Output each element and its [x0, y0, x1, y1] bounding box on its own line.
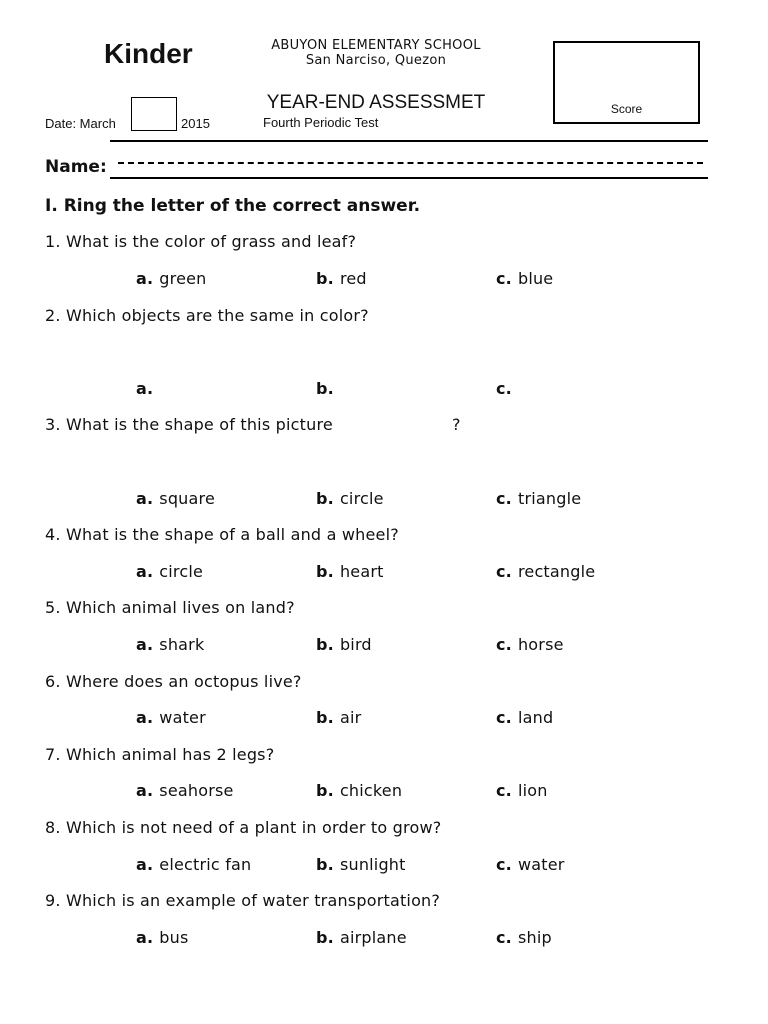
option-5b[interactable]	[316, 635, 372, 654]
option-text: heart	[339, 562, 384, 581]
option-1a[interactable]	[136, 269, 207, 288]
option-text: land	[517, 708, 554, 727]
option-letter: b.	[316, 562, 334, 581]
option-text: lion	[517, 781, 548, 800]
option-8a[interactable]	[136, 855, 251, 874]
option-letter: b.	[316, 489, 334, 508]
option-3b[interactable]	[316, 489, 384, 508]
school-name: ABUYON ELEMENTARY SCHOOL	[271, 38, 481, 53]
option-text: square	[159, 489, 215, 508]
option-2c[interactable]	[496, 379, 518, 398]
option-letter: a.	[136, 781, 154, 800]
option-text: ship	[517, 928, 552, 947]
option-letter: c.	[496, 269, 512, 288]
option-letter: a.	[136, 708, 154, 727]
question-3-suffix: ?	[452, 415, 461, 434]
question-2: 2. Which objects are the same in color?	[45, 306, 369, 325]
option-4b[interactable]	[316, 562, 384, 581]
option-text: horse	[517, 635, 564, 654]
divider-top	[110, 140, 708, 142]
question-6: 6. Where does an octopus live?	[45, 672, 302, 691]
school-block	[240, 38, 512, 68]
option-text: water	[517, 855, 565, 874]
option-9c[interactable]	[496, 928, 552, 947]
option-text: electric fan	[159, 855, 252, 874]
question-9: 9. Which is an example of water transportation?	[45, 891, 441, 910]
option-text: blue	[517, 269, 554, 288]
option-letter: b.	[316, 635, 334, 654]
option-letter: c.	[496, 928, 512, 947]
question-4: 4. What is the shape of a ball and a wheel?	[45, 525, 399, 544]
option-text: seahorse	[159, 781, 234, 800]
option-letter: b.	[316, 708, 334, 727]
option-4a[interactable]	[136, 562, 203, 581]
option-letter: b.	[316, 379, 334, 398]
option-text: air	[339, 708, 362, 727]
option-letter: a.	[136, 562, 154, 581]
option-letter: a.	[136, 928, 154, 947]
option-9a[interactable]	[136, 928, 189, 947]
option-6b[interactable]	[316, 708, 361, 727]
question-5: 5. Which animal lives on land?	[45, 598, 295, 617]
divider-bottom	[110, 177, 708, 179]
option-7c[interactable]	[496, 781, 548, 800]
date-label: Date: March	[45, 116, 116, 131]
school-location: San Narciso, Quezon	[305, 53, 447, 68]
option-text: rectangle	[517, 562, 596, 581]
option-6c[interactable]	[496, 708, 553, 727]
option-letter: b.	[316, 928, 334, 947]
option-2b[interactable]	[316, 379, 340, 398]
option-letter: c.	[496, 562, 512, 581]
instruction: I. Ring the letter of the correct answer.	[45, 196, 421, 216]
date-box[interactable]	[131, 97, 177, 131]
name-field[interactable]	[118, 162, 703, 164]
option-8c[interactable]	[496, 855, 565, 874]
option-letter: c.	[496, 379, 512, 398]
option-letter: c.	[496, 489, 512, 508]
option-letter: a.	[136, 855, 154, 874]
option-text: chicken	[339, 781, 403, 800]
question-7: 7. Which animal has 2 legs?	[45, 745, 275, 764]
option-8b[interactable]	[316, 855, 406, 874]
option-text: circle	[339, 489, 384, 508]
option-3c[interactable]	[496, 489, 581, 508]
option-2a[interactable]	[136, 379, 159, 398]
question-1: 1. What is the color of grass and leaf?	[45, 232, 357, 251]
option-4c[interactable]	[496, 562, 595, 581]
option-text: shark	[159, 635, 205, 654]
option-text: sunlight	[339, 855, 406, 874]
option-text: green	[159, 269, 207, 288]
option-7b[interactable]	[316, 781, 402, 800]
score-label: Score	[610, 102, 643, 116]
option-text: water	[159, 708, 206, 727]
option-letter: c.	[496, 855, 512, 874]
option-3a[interactable]	[136, 489, 215, 508]
option-letter: a.	[136, 635, 154, 654]
option-letter: a.	[136, 269, 154, 288]
option-text: red	[339, 269, 367, 288]
question-3: 3. What is the shape of this picture	[45, 415, 333, 434]
option-letter: a.	[136, 489, 154, 508]
option-7a[interactable]	[136, 781, 234, 800]
option-text: triangle	[517, 489, 582, 508]
option-text: airplane	[339, 928, 407, 947]
option-5a[interactable]	[136, 635, 204, 654]
option-1c[interactable]	[496, 269, 553, 288]
option-text: bus	[159, 928, 189, 947]
date-year: 2015	[181, 116, 210, 131]
grade-label: Kinder	[104, 38, 193, 69]
question-8: 8. Which is not need of a plant in order to grow?	[45, 818, 442, 837]
option-9b[interactable]	[316, 928, 407, 947]
option-letter: b.	[316, 855, 334, 874]
option-letter: c.	[496, 708, 512, 727]
option-letter: b.	[316, 269, 334, 288]
page-title: YEAR-END ASSESSMET	[266, 92, 486, 113]
test-name: Fourth Periodic Test	[263, 115, 379, 130]
option-letter: c.	[496, 635, 512, 654]
option-6a[interactable]	[136, 708, 206, 727]
name-label: Name:	[45, 157, 107, 177]
option-letter: b.	[316, 781, 334, 800]
option-letter: a.	[136, 379, 154, 398]
option-letter: c.	[496, 781, 512, 800]
option-text: circle	[159, 562, 204, 581]
option-5c[interactable]	[496, 635, 564, 654]
option-text: bird	[339, 635, 372, 654]
option-1b[interactable]	[316, 269, 367, 288]
